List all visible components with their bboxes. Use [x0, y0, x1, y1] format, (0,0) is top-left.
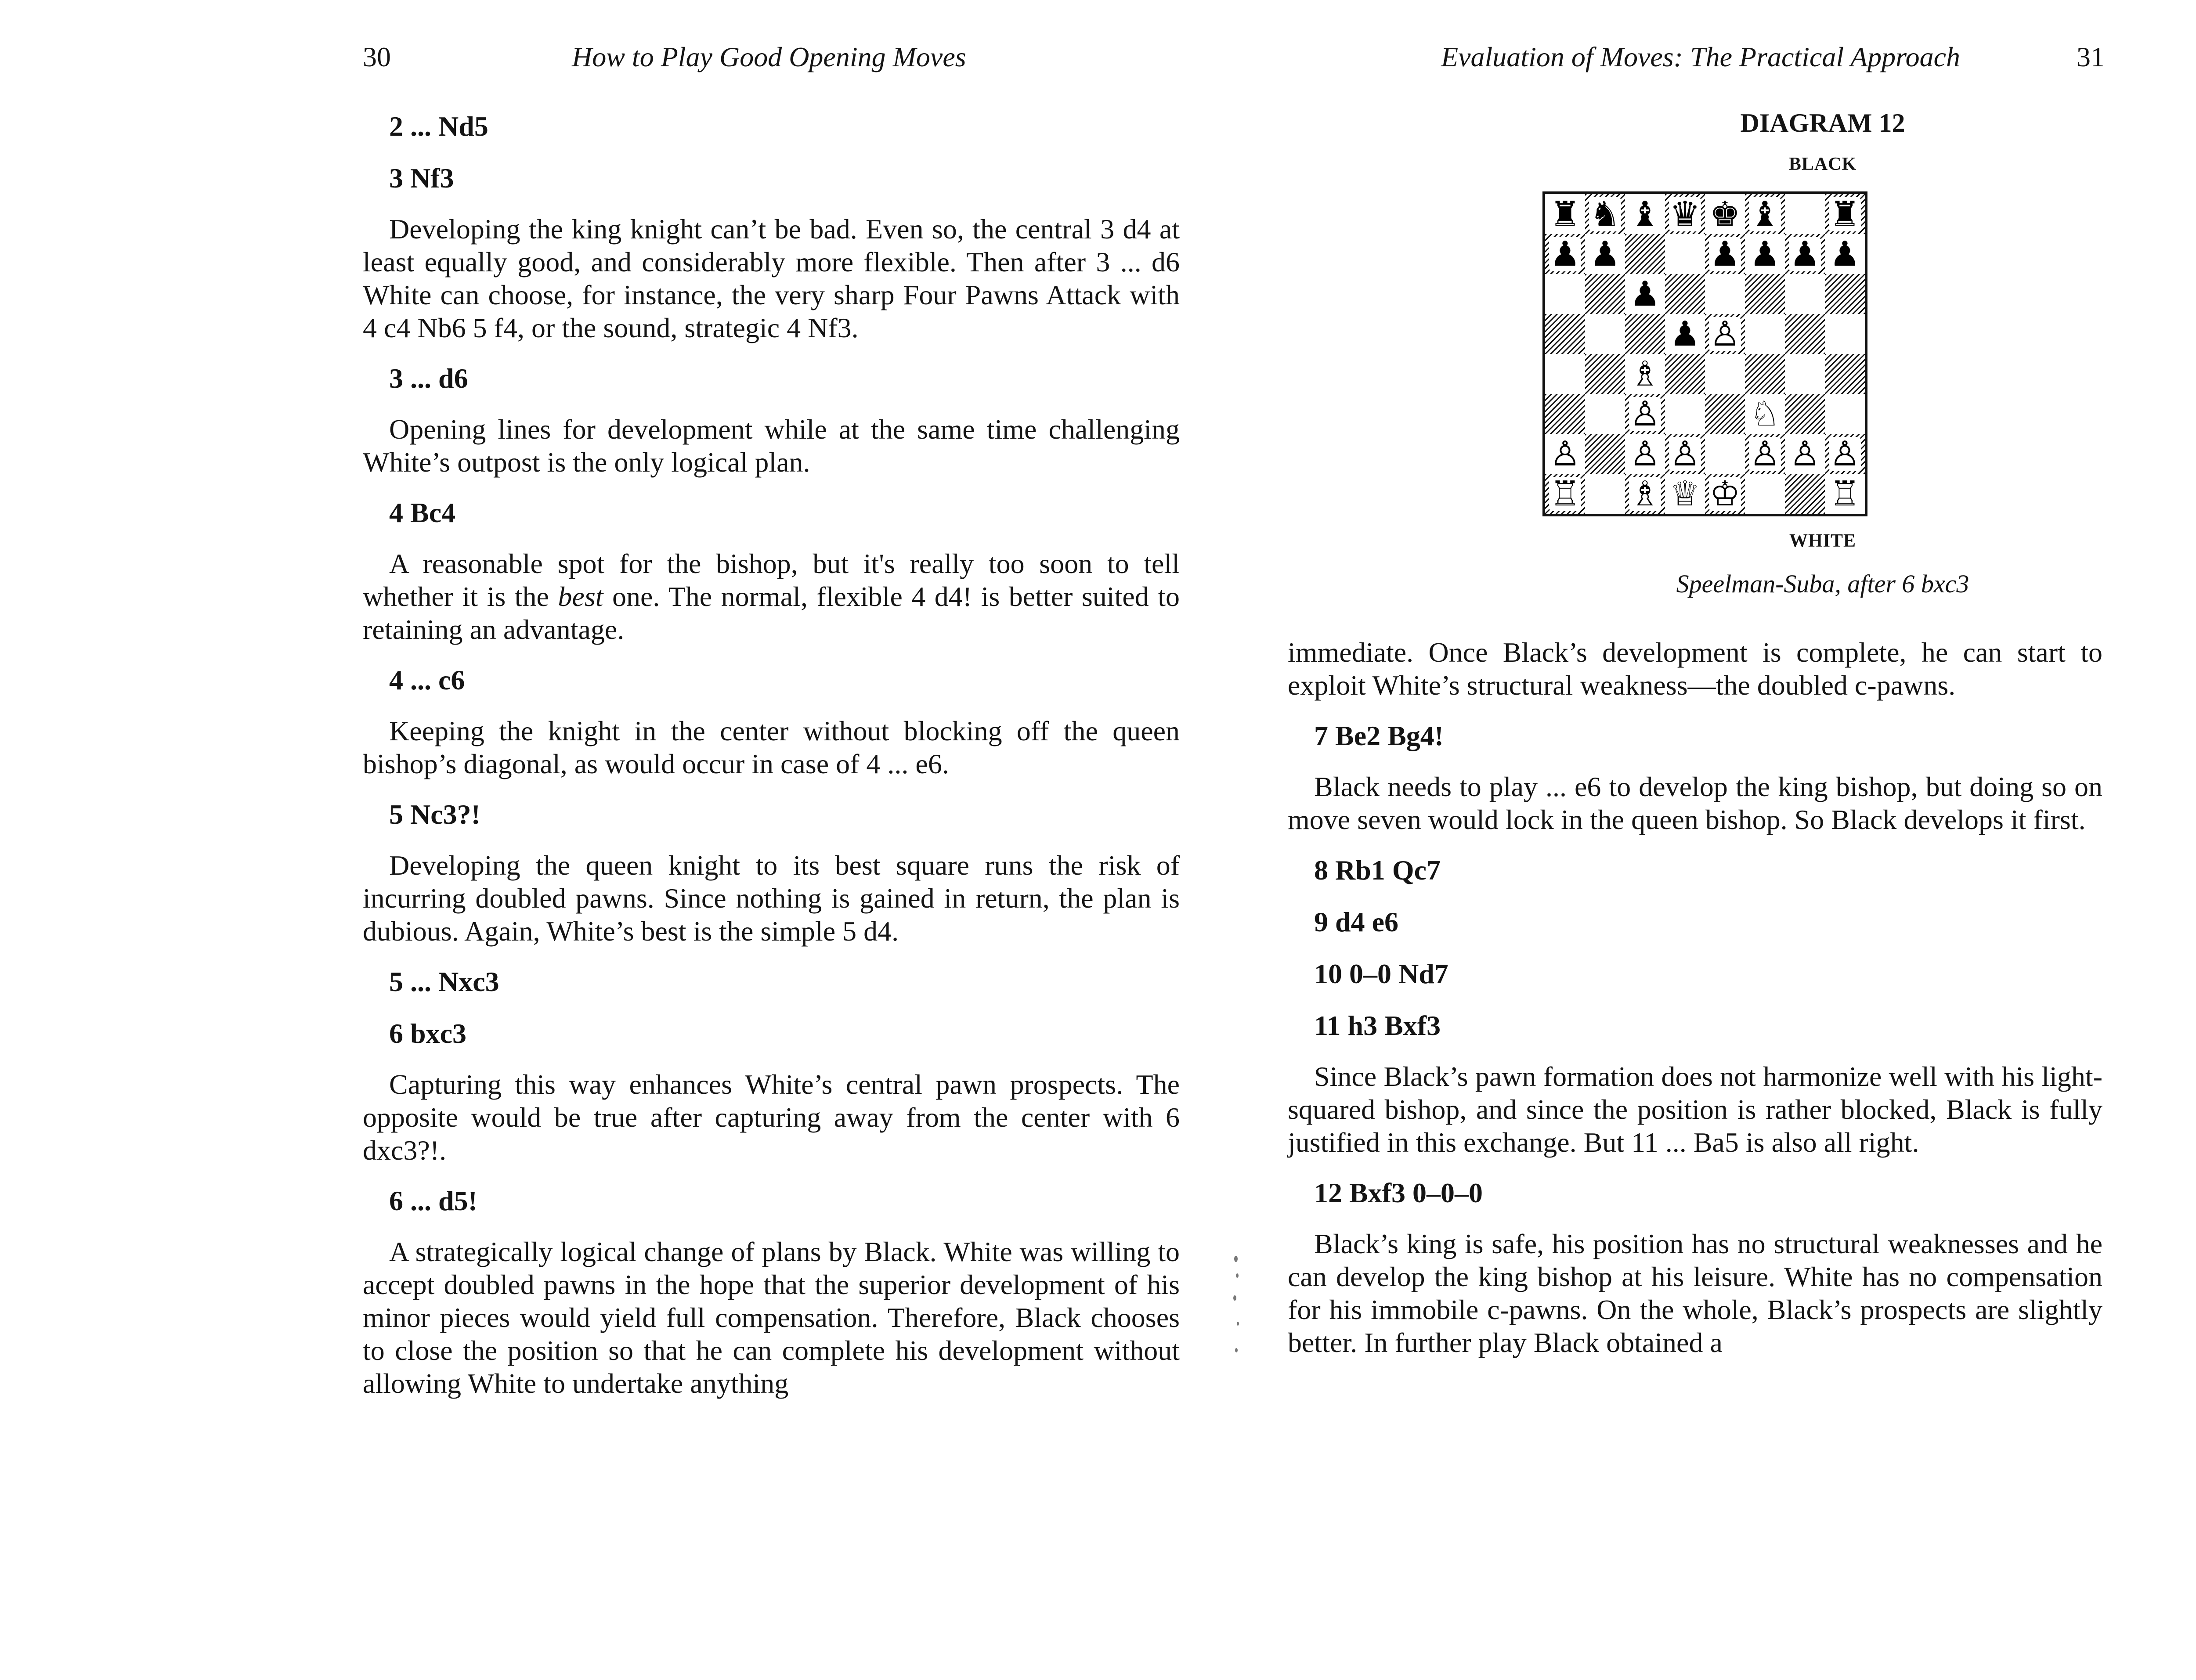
commentary-paragraph: Keeping the knight in the center without blocking off the queen bishop’s diagonal, as would occur in case of 4 ... e6.: [363, 715, 1180, 779]
board-square-a5: [1545, 314, 1585, 354]
board-square-h5: [1825, 314, 1865, 354]
board-square-d1: [1665, 474, 1705, 514]
board-square-c3: [1625, 394, 1665, 434]
chess-piece-icon: ♙: [1629, 394, 1661, 434]
right-page-number: 31: [2077, 41, 2105, 72]
board-square-b1: [1585, 474, 1625, 514]
board-square-b6: [1585, 274, 1625, 314]
board-square-g7: [1785, 234, 1825, 274]
board-square-b3: [1585, 394, 1625, 434]
board-square-c5: [1625, 314, 1665, 354]
move-notation: 7 Be2 Bg4!: [1314, 720, 1444, 751]
commentary-paragraph: Black needs to play ... e6 to develop the king bishop, but doing so on move seven would lock in the queen bishop. So Black develops it first.: [1288, 771, 2102, 835]
move-notation: 4 Bc4: [389, 497, 456, 528]
chess-piece-icon: ♛: [1669, 194, 1701, 234]
board-square-g2: [1785, 434, 1825, 474]
binding-specks: [1230, 1256, 1247, 1388]
board-square-f1: [1745, 474, 1785, 514]
chess-piece-icon: ♙: [1749, 434, 1781, 474]
board-square-d4: [1665, 354, 1705, 394]
move-notation: 4 ... c6: [389, 664, 465, 696]
board-square-g4: [1785, 354, 1825, 394]
right-running-title: Evaluation of Moves: The Practical Approach: [1441, 41, 1960, 72]
chess-piece-icon: ♟: [1709, 234, 1741, 274]
chess-piece-icon: ♘: [1749, 394, 1781, 434]
board-square-b8: [1585, 194, 1625, 234]
chess-piece-icon: ♟: [1749, 234, 1781, 274]
chess-piece-icon: ♜: [1829, 194, 1860, 234]
move-notation: 10 0–0 Nd7: [1314, 958, 1448, 989]
board-square-e4: [1705, 354, 1745, 394]
board-square-b5: [1585, 314, 1625, 354]
chess-board: [1542, 191, 1867, 516]
move-notation: 2 ... Nd5: [389, 111, 488, 142]
board-square-h2: [1825, 434, 1865, 474]
board-square-e3: [1705, 394, 1745, 434]
chess-piece-icon: ♙: [1549, 434, 1581, 474]
move-notation: 5 ... Nxc3: [389, 966, 499, 997]
board-square-a4: [1545, 354, 1585, 394]
chess-piece-icon: ♟: [1589, 234, 1621, 274]
board-square-e8: [1705, 194, 1745, 234]
move-notation: 8 Rb1 Qc7: [1314, 854, 1441, 886]
diagram-white-label: WHITE: [1789, 531, 1856, 551]
diagram-caption: Speelman-Suba, after 6 bxc3: [1676, 570, 1969, 598]
chess-piece-icon: ♟: [1669, 314, 1701, 354]
board-square-e2: [1705, 434, 1745, 474]
board-square-b7: [1585, 234, 1625, 274]
board-square-a6: [1545, 274, 1585, 314]
board-square-c6: [1625, 274, 1665, 314]
chess-piece-icon: ♚: [1709, 194, 1741, 234]
board-square-a8: [1545, 194, 1585, 234]
board-square-e7: [1705, 234, 1745, 274]
board-square-a2: [1545, 434, 1585, 474]
commentary-paragraph: Since Black’s pawn formation does not harmonize well with his light-squared bishop, and since the position is rather blocked, Black is fully justified in this exchange. But 11 ... Ba5 is also all right.: [1288, 1061, 2102, 1158]
board-square-f8: [1745, 194, 1785, 234]
commentary-paragraph: A strategically logical change of plans by Black. White was willing to accept doubled pawns in the hope that the superior development of his minor pieces would yield full compensation. Therefore, Black chooses to close the position so that he can complete his development without allowing White to undertake anything: [363, 1236, 1180, 1399]
board-square-d5: [1665, 314, 1705, 354]
move-notation: 6 bxc3: [389, 1018, 466, 1049]
chess-piece-icon: ♔: [1709, 474, 1741, 514]
board-square-f2: [1745, 434, 1785, 474]
right-page: [1186, 0, 2196, 1680]
board-square-a1: [1545, 474, 1585, 514]
board-square-c2: [1625, 434, 1665, 474]
chess-piece-icon: ♕: [1669, 474, 1701, 514]
board-square-h8: [1825, 194, 1865, 234]
board-square-b2: [1585, 434, 1625, 474]
board-square-h7: [1825, 234, 1865, 274]
chess-piece-icon: ♜: [1549, 194, 1581, 234]
chess-piece-icon: ♟: [1789, 234, 1820, 274]
chess-piece-icon: ♞: [1589, 194, 1621, 234]
paragraph-text: A reasonable spot for the bishop, but it's really too soon to tell whether it is the: [363, 548, 1180, 612]
move-notation: 9 d4 e6: [1314, 906, 1398, 937]
chess-piece-icon: ♗: [1629, 474, 1661, 514]
chess-piece-icon: ♟: [1549, 234, 1581, 274]
chess-piece-icon: ♟: [1629, 274, 1661, 314]
commentary-paragraph: [363, 547, 1180, 646]
chess-piece-icon: ♝: [1629, 194, 1661, 234]
left-page-number: 30: [363, 41, 391, 72]
board-square-g6: [1785, 274, 1825, 314]
board-square-d3: [1665, 394, 1705, 434]
board-square-g3: [1785, 394, 1825, 434]
commentary-paragraph: Developing the queen knight to its best square runs the risk of incurring doubled pawns. Since nothing is gained in return, the plan is dubious. Again, White’s best is the simple 5 d4.: [363, 850, 1180, 947]
chess-piece-icon: ♙: [1709, 314, 1741, 354]
chess-piece-icon: ♖: [1549, 474, 1581, 514]
board-square-c4: [1625, 354, 1665, 394]
board-square-e6: [1705, 274, 1745, 314]
move-notation: 12 Bxf3 0–0–0: [1314, 1177, 1483, 1208]
left-text-column: [363, 109, 1180, 1417]
move-notation: 3 Nf3: [389, 162, 454, 194]
emphasis-text: best: [558, 581, 603, 612]
board-square-f6: [1745, 274, 1785, 314]
board-square-d6: [1665, 274, 1705, 314]
commentary-paragraph: Black’s king is safe, his position has no structural weaknesses and he can develop the king bishop at his leisure. White has no compensation for his immobile c-pawns. On the whole, Black’s prospects are slightly better. In further play Black obtained a: [1288, 1228, 2102, 1358]
chess-piece-icon: ♙: [1829, 434, 1860, 474]
chess-piece-icon: ♟: [1829, 234, 1860, 274]
board-square-c1: [1625, 474, 1665, 514]
board-square-h6: [1825, 274, 1865, 314]
board-square-h3: [1825, 394, 1865, 434]
board-square-g8: [1785, 194, 1825, 234]
board-square-h4: [1825, 354, 1865, 394]
paragraph-text: one. The normal, flexible 4 d4! is better suited to retaining an advantage.: [363, 581, 1180, 645]
board-square-f5: [1745, 314, 1785, 354]
board-square-c8: [1625, 194, 1665, 234]
right-text-column: [1288, 636, 2102, 1376]
move-notation: 5 Nc3?!: [389, 799, 480, 830]
diagram-title: DIAGRAM 12: [1740, 108, 1905, 137]
board-square-g1: [1785, 474, 1825, 514]
board-square-e1: [1705, 474, 1745, 514]
chess-piece-icon: ♗: [1629, 354, 1661, 394]
board-square-f7: [1745, 234, 1785, 274]
board-square-g5: [1785, 314, 1825, 354]
board-square-h1: [1825, 474, 1865, 514]
board-square-d8: [1665, 194, 1705, 234]
chess-piece-icon: ♙: [1629, 434, 1661, 474]
board-square-a7: [1545, 234, 1585, 274]
chess-piece-icon: ♙: [1669, 434, 1701, 474]
commentary-paragraph: Developing the king knight can’t be bad. Even so, the central 3 d4 at least equally good, and considerably more flexible. Then after 3 ... d6 White can choose, for instance, the very sharp Four Pawns Attack with 4 c4 Nb6 5 f4, or the sound, strategic 4 Nf3.: [363, 213, 1180, 343]
diagram-black-label: BLACK: [1788, 154, 1857, 174]
board-square-a3: [1545, 394, 1585, 434]
move-notation: 11 h3 Bxf3: [1314, 1010, 1441, 1041]
commentary-paragraph: Capturing this way enhances White’s central pawn prospects. The opposite would be true after capturing away from the center with 6 dxc3?!.: [363, 1069, 1180, 1166]
chess-piece-icon: ♝: [1749, 194, 1781, 234]
board-square-f4: [1745, 354, 1785, 394]
commentary-paragraph: immediate. Once Black’s development is complete, he can start to exploit White’s structural weakness—the doubled c-pawns.: [1288, 637, 2102, 701]
board-square-e5: [1705, 314, 1745, 354]
chess-piece-icon: ♙: [1789, 434, 1820, 474]
board-square-d7: [1665, 234, 1705, 274]
board-square-f3: [1745, 394, 1785, 434]
left-running-title: How to Play Good Opening Moves: [572, 41, 966, 72]
board-square-d2: [1665, 434, 1705, 474]
move-notation: 6 ... d5!: [389, 1185, 477, 1216]
board-square-b4: [1585, 354, 1625, 394]
board-square-c7: [1625, 234, 1665, 274]
commentary-paragraph: Opening lines for development while at the same time challenging White’s outpost is the only logical plan.: [363, 414, 1180, 478]
move-notation: 3 ... d6: [389, 363, 468, 394]
chess-piece-icon: ♖: [1829, 474, 1860, 514]
